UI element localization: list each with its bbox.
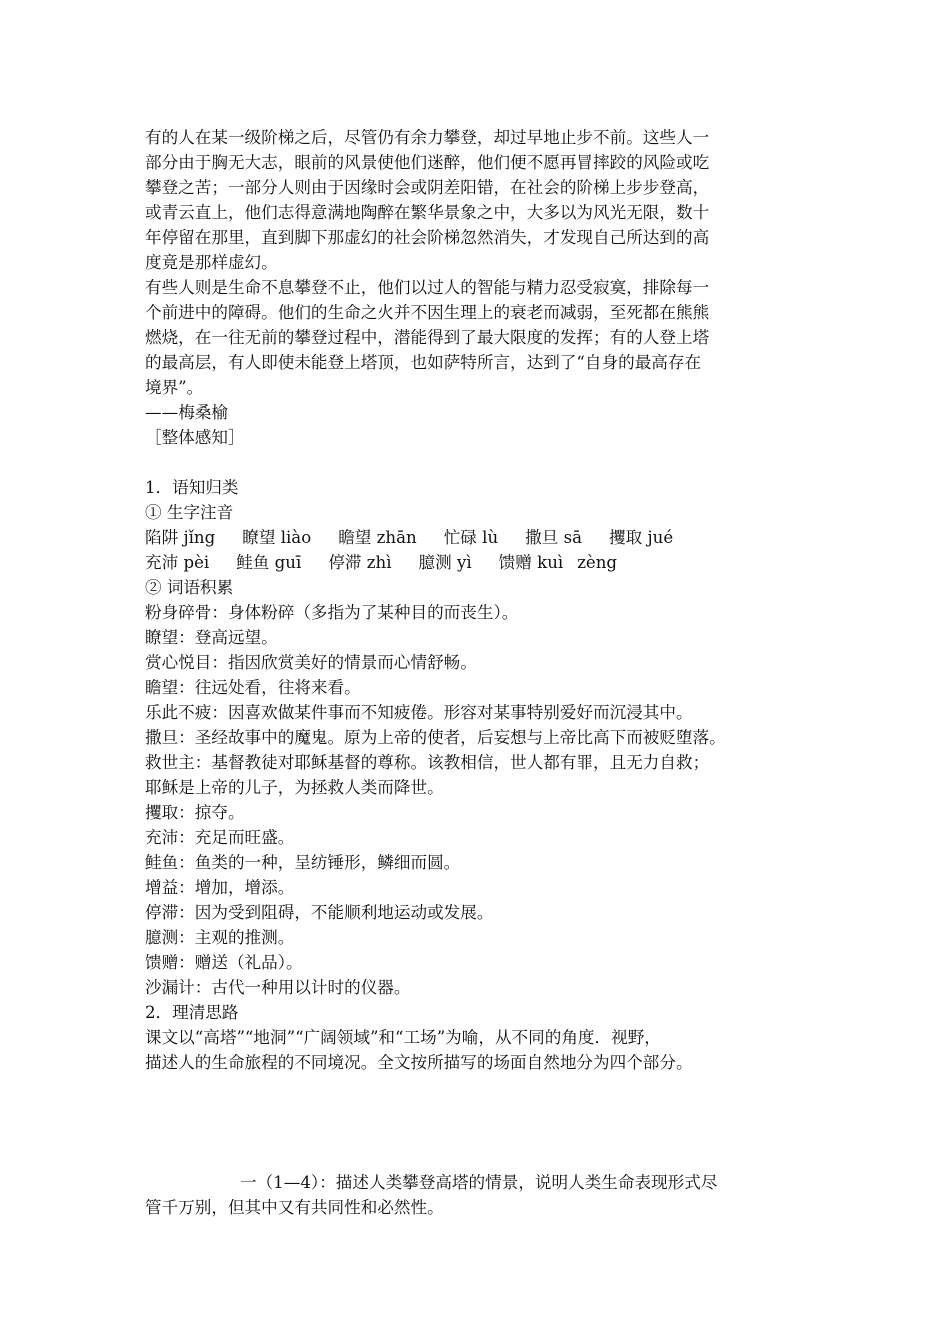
text-line: 或青云直上，他们志得意满地陶醉在繁华景象之中，大多以为风光无限，数十: [145, 203, 710, 222]
pinyin-row-2: [145, 550, 810, 575]
vocab-item: 停滞：因为受到阻碍，不能顺利地运动或发展。: [145, 903, 494, 922]
vocab-item: 鲑鱼：鱼类的一种，呈纺锤形，鳞细而圆。: [145, 853, 461, 872]
sub-heading-vocab: ② 词语积累: [145, 578, 234, 597]
vocab-item: 充沛：充足而旺盛。: [145, 828, 295, 847]
item-1-heading: 1．语知归类: [145, 478, 239, 497]
pinyin-item: 臆测 yì: [418, 553, 472, 572]
text-line: 个前进中的障碍。他们的生命之火并不因生理上的衰老而减弱，至死都在熊熊: [145, 303, 710, 322]
section-heading: ［整体感知］: [145, 428, 245, 447]
pinyin-item: 馈赠 kuì: [498, 553, 564, 572]
pinyin-item: 攫取 jué: [609, 528, 674, 547]
text-line: 有的人在某一级阶梯之后，尽管仍有余力攀登，却过早地止步不前。这些人一: [145, 128, 710, 147]
pinyin-item: 充沛 pèi: [145, 553, 210, 572]
vocab-item: 救世主：基督教徒对耶稣基督的尊称。该教相信，世人都有罪，且无力自救；: [145, 753, 710, 772]
blank-line: [145, 450, 810, 475]
pinyin-item: 瞻望 zhān: [338, 528, 417, 547]
blank-space: [145, 1075, 810, 1170]
paragraph-3: [145, 1025, 810, 1075]
vocab-item: 耶稣是上帝的儿子，为拯救人类而降世。: [145, 778, 444, 797]
pinyin-item: 瞭望 liào: [242, 528, 312, 547]
vocab-list: [145, 600, 810, 1000]
text-line: 的最高层，有人即使未能登上塔顶，也如萨特所言，达到了“自身的最高存在: [145, 353, 702, 372]
document-body: [145, 125, 810, 1220]
text-line: 有些人则是生命不息攀登不止，他们以过人的智能与精力忍受寂寞，排除每一: [145, 278, 710, 297]
sub-heading-pinyin: ① 生字注音: [145, 503, 234, 522]
pinyin-item: 鲑鱼 guī: [236, 553, 302, 572]
text-line: 管千万别，但其中又有共同性和必然性。: [145, 1198, 444, 1217]
pinyin-item: 撒旦 sā: [525, 528, 583, 547]
paragraph-2: [145, 275, 810, 400]
paragraph-1: [145, 125, 810, 275]
text-line: 课文以“高塔”“地洞”“广阔领域”和“工场”为喻，从不同的角度．视野，: [145, 1028, 661, 1047]
pinyin-item: 陷阱 jǐng: [145, 528, 216, 547]
pinyin-item: 停滞 zhì: [328, 553, 392, 572]
text-line: 境界”。: [145, 378, 204, 397]
vocab-item: 粉身碎骨：身体粉碎（多指为了某种目的而丧生）。: [145, 603, 519, 622]
vocab-item: 赏心悦目：指因欣赏美好的情景而心情舒畅。: [145, 653, 477, 672]
text-line: 度竟是那样虚幻。: [145, 253, 278, 272]
vocab-item: 乐此不疲：因喜欢做某件事而不知疲倦。形容对某事特别爱好而沉浸其中。: [145, 703, 693, 722]
text-line: 描述人的生命旅程的不同境况。全文按所描写的场面自然地分为四个部分。: [145, 1053, 693, 1072]
vocab-item: 瞭望：登高远望。: [145, 628, 278, 647]
text-line: 攀登之苦；一部分人则由于因缘时会或阴差阳错，在社会的阶梯上步步登高，: [145, 178, 710, 197]
vocab-item: 攫取：掠夺。: [145, 803, 245, 822]
vocab-item: 撒旦：圣经故事中的魔鬼。原为上帝的使者，后妄想与上帝比高下而被贬堕落。: [145, 728, 726, 747]
pinyin-item: 忙碌 lù: [443, 528, 499, 547]
vocab-item: 馈赠：赠送（礼品）。: [145, 953, 303, 972]
item-2-heading: 2．理清思路: [145, 1003, 239, 1022]
vocab-item: 瞻望：往远处看，往将来看。: [145, 678, 361, 697]
author-attribution: ——梅桑榆: [145, 403, 228, 422]
text-line: 部分由于胸无大志，眼前的风景使他们迷醉，他们便不愿再冒摔跤的风险或吃: [145, 153, 710, 172]
pinyin-row-1: [145, 525, 810, 550]
text-line: 年停留在那里，直到脚下那虚幻的社会阶梯忽然消失，才发现自己所达到的高: [145, 228, 710, 247]
vocab-item: 臆测：主观的推测。: [145, 928, 295, 947]
vocab-item: 增益：增加，增添。: [145, 878, 295, 897]
pinyin-item: zèng: [577, 553, 618, 572]
vocab-item: 沙漏计：古代一种用以计时的仪器。: [145, 978, 411, 997]
text-line: 一（1—4）：描述人类攀登高塔的情景，说明人类生命表现形式尽: [240, 1173, 718, 1192]
part-1-summary: [145, 1170, 810, 1220]
text-line: 燃烧，在一往无前的攀登过程中，潜能得到了最大限度的发挥；有的人登上塔: [145, 328, 710, 347]
